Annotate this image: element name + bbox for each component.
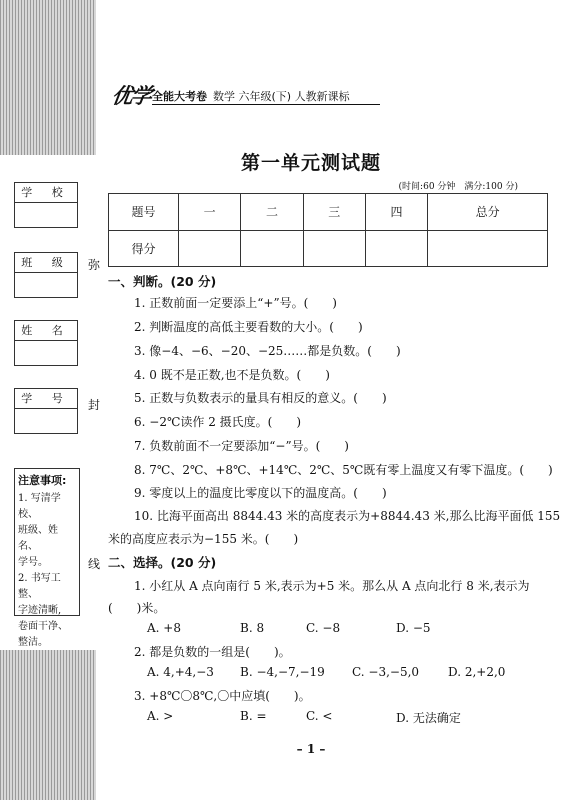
choice-q3-option[interactable]: A. > <box>147 709 174 723</box>
subject-info: 数学 六年级(下) 人教新课标 <box>213 90 350 103</box>
seal-char-feng: 封 <box>88 398 101 412</box>
name-box <box>14 320 78 366</box>
choice-q2-option[interactable]: B. −4,−7,−19 <box>240 665 325 679</box>
school-box <box>14 182 78 228</box>
score-value-row <box>109 230 548 267</box>
choice-q1-option[interactable]: D. −5 <box>396 621 431 635</box>
left-stripe-bottom <box>0 650 96 800</box>
notes-line: 班级、姓名、 <box>18 525 58 552</box>
judge-item-5: 5. 正数与负数表示的量具有相反的意义。( ) <box>134 391 387 405</box>
score-header-cell: 一 <box>179 194 241 231</box>
left-stripe-top <box>0 0 96 155</box>
class-label: 班 级 <box>15 253 77 273</box>
score-table <box>108 193 548 267</box>
series-name: 全能大考卷 <box>152 90 207 103</box>
choice-q1-option[interactable]: A. +8 <box>147 621 181 635</box>
score-header-cell: 二 <box>241 194 303 231</box>
seal-char-mi: 弥 <box>88 258 101 272</box>
judge-item-2: 2. 判断温度的高低主要看数的大小。( ) <box>134 320 363 334</box>
judge-item-4: 4. 0 既不是正数,也不是负数。( ) <box>134 368 330 382</box>
section1-heading: 一、判断。(20 分) <box>108 274 217 289</box>
score-header-cell: 总分 <box>428 194 548 231</box>
school-field[interactable] <box>15 203 77 227</box>
judge-item-10: 10. 比海平面高出 8844.43 米的高度表示为+8844.43 米,那么比海平面低 155 <box>134 509 561 523</box>
notes-line: 1. 写清学校、 <box>18 493 61 520</box>
choice-q1-option[interactable]: B. 8 <box>240 621 265 635</box>
score-cell[interactable] <box>428 230 548 267</box>
notes-line: 学号。 <box>18 557 48 568</box>
choice-q1-cont: ( )米。 <box>108 601 166 615</box>
judge-item-10-cont: 米的高度应表示为−155 米。( ) <box>108 532 299 546</box>
choice-q2-option[interactable]: A. 4,+4,−3 <box>147 665 214 679</box>
choice-q3-option[interactable]: C. < <box>306 709 333 723</box>
student-id-box <box>14 388 78 434</box>
notes-box <box>14 468 80 648</box>
notes-line: 2. 书写工整、 <box>18 573 61 600</box>
choice-q1: 1. 小红从 A 点向南行 5 米,表示为+5 米。那么从 A 点向北行 8 米,表示为 <box>134 579 530 593</box>
judge-item-7: 7. 负数前面不一定要添加“−”号。( ) <box>134 439 349 453</box>
choice-q3-option[interactable]: B. = <box>240 709 267 723</box>
name-label: 姓 名 <box>15 321 77 341</box>
class-field[interactable] <box>15 273 77 297</box>
choice-q3-option[interactable]: D. 无法确定 <box>396 711 461 725</box>
student-id-label: 学 号 <box>15 389 77 409</box>
score-cell[interactable] <box>303 230 365 267</box>
judge-item-6: 6. −2℃读作 2 摄氏度。( ) <box>134 415 302 429</box>
brand-logo: 优学 <box>110 84 152 108</box>
choice-q2: 2. 都是负数的一组是( )。 <box>134 645 291 659</box>
judge-item-8: 8. 7℃、2℃、+8℃、+14℃、2℃、5℃既有零上温度又有零下温度。( ) <box>134 463 553 477</box>
score-label-cell: 得分 <box>109 230 179 267</box>
score-cell[interactable] <box>365 230 427 267</box>
notes-line: 卷面干净、 <box>18 621 68 632</box>
choice-q2-option[interactable]: D. 2,+2,0 <box>448 665 506 679</box>
score-header-cell: 题号 <box>109 194 179 231</box>
class-box <box>14 252 78 298</box>
seal-char-xian: 线 <box>88 557 101 571</box>
score-header-row <box>109 194 548 231</box>
score-cell[interactable] <box>179 230 241 267</box>
judge-item-3: 3. 像−4、−6、−20、−25……都是负数。( ) <box>134 344 401 358</box>
score-header-cell: 三 <box>303 194 365 231</box>
notes-line: 整洁。 <box>18 637 48 648</box>
notes-line: 字迹清晰, <box>18 605 62 616</box>
choice-q2-option[interactable]: C. −3,−5,0 <box>352 665 420 679</box>
header-rule <box>152 104 380 105</box>
score-cell[interactable] <box>241 230 303 267</box>
time-note: (时间:60 分钟 满分:100 分) <box>398 182 518 192</box>
judge-item-1: 1. 正数前面一定要添上“+”号。( ) <box>134 296 337 310</box>
section2-heading: 二、选择。(20 分) <box>108 555 217 570</box>
brand-line <box>152 88 350 104</box>
name-field[interactable] <box>15 341 77 365</box>
notes-body <box>18 491 76 651</box>
school-label: 学 校 <box>15 183 77 203</box>
judge-item-9: 9. 零度以上的温度比零度以下的温度高。( ) <box>134 486 387 500</box>
choice-q1-option[interactable]: C. −8 <box>306 621 341 635</box>
page-number: – 1 – <box>296 742 326 756</box>
choice-q3: 3. +8℃〇8℃,〇中应填( )。 <box>134 689 311 703</box>
student-id-field[interactable] <box>15 409 77 433</box>
notes-title: 注意事项: <box>18 474 67 487</box>
page-title: 第一单元测试题 <box>240 152 381 174</box>
score-header-cell: 四 <box>365 194 427 231</box>
